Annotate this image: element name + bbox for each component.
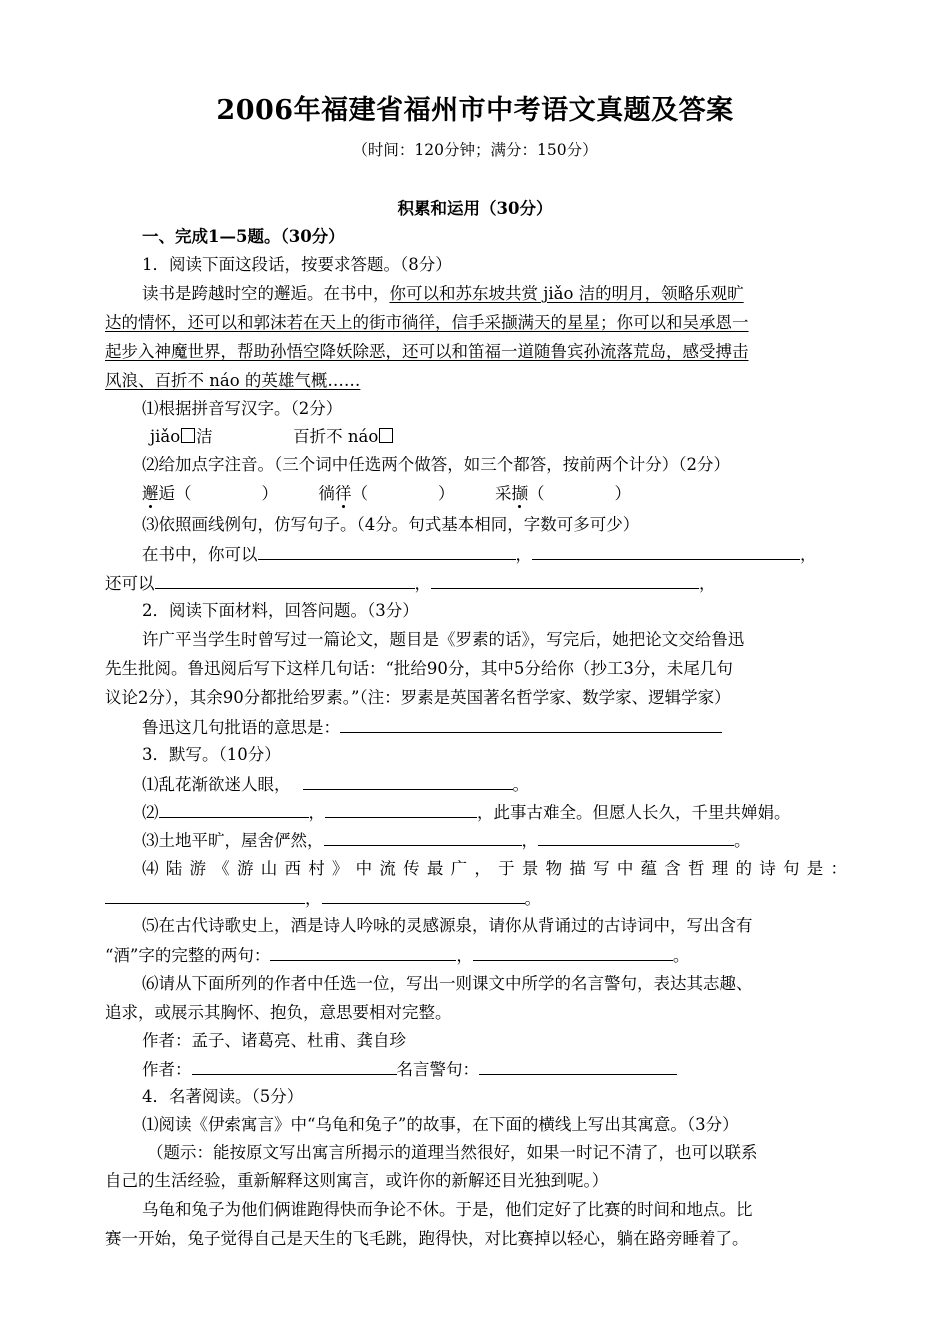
imitate-prefix: 在书中，你可以 bbox=[142, 545, 258, 564]
q1-imitate-row-1 bbox=[142, 543, 847, 566]
paren-close: ） bbox=[438, 484, 455, 503]
q2-heading: 2．阅读下面材料，回答问题。（3分） bbox=[142, 601, 419, 620]
paren-open: （ bbox=[175, 484, 192, 503]
q3-item-4-answer bbox=[105, 887, 847, 910]
q3-item-5-line-2 bbox=[105, 944, 847, 967]
q1-passage-line-1 bbox=[142, 283, 847, 305]
author-label: 作者： bbox=[142, 1060, 192, 1079]
answer-line[interactable] bbox=[155, 572, 415, 589]
q1-sub3: ⑶依照画线例句，仿写句子。（4分。句式基本相同，字数可多可少） bbox=[142, 515, 640, 534]
exam-title: 2006年福建省福州市中考语文真题及答案 bbox=[216, 95, 734, 126]
period: 。 bbox=[512, 775, 529, 794]
answer-line[interactable] bbox=[322, 887, 525, 904]
q4-sub1: ⑴阅读《伊索寓言》中“乌龟和兔子”的故事，在下面的横线上写出其寓意。（3分） bbox=[142, 1115, 739, 1134]
q3-item-5-line-1: ⑸在古代诗歌史上，酒是诗人吟咏的灵感源泉，请你从背诵过的古诗词中，写出含有 bbox=[142, 916, 753, 935]
answer-line[interactable] bbox=[431, 572, 699, 589]
paren-close: ） bbox=[261, 484, 278, 503]
quote-answer-line[interactable] bbox=[479, 1058, 677, 1075]
q4-heading: 4．名著阅读。（5分） bbox=[142, 1087, 304, 1106]
answer-line[interactable] bbox=[105, 887, 305, 904]
period: 。 bbox=[524, 889, 541, 908]
answer-line[interactable] bbox=[325, 801, 477, 818]
q3-item-4: ⑷陆游《游山西村》中流传最广，于景物描写中蕴含哲理的诗句是： bbox=[142, 859, 847, 878]
q1-underlined-text: 你可以和苏东坡共赏 jiǎo 洁的明月，领略乐观旷 bbox=[389, 284, 744, 303]
q1-underlined-tail: 风浪、百折不 náo 的英雄气概…… bbox=[105, 371, 361, 390]
comma: ， bbox=[414, 574, 431, 593]
comma: ， bbox=[521, 831, 538, 850]
q3-author-quote-row bbox=[142, 1058, 847, 1081]
comma: ， bbox=[305, 889, 322, 908]
period: 。 bbox=[734, 831, 751, 850]
paren-open: （ bbox=[351, 484, 368, 503]
pinyin-jiao-tail: 洁 bbox=[196, 427, 213, 446]
word-char: 徜 bbox=[318, 484, 335, 503]
q1-sub2: ⑵给加点字注音。（三个词中任选两个做答，如三个都答，按前两个计分）（2分） bbox=[142, 455, 730, 474]
q1-imitate-row-2 bbox=[105, 572, 847, 595]
q3-item-1-text: ⑴乱花渐欲迷人眼， bbox=[142, 775, 291, 794]
q3-item-6-line-2: 追求，或展示其胸怀、抱负，意思要相对完整。 bbox=[105, 1003, 452, 1022]
answer-line[interactable] bbox=[270, 944, 456, 961]
q3-item-6-line-1: ⑹请从下面所列的作者中任选一位，写出一则课文中所学的名言警句，表达其志趣、 bbox=[142, 974, 753, 993]
q3-item-3 bbox=[142, 829, 847, 852]
q3-heading: 3．默写。（10分） bbox=[142, 745, 281, 764]
q2-passage-line-3: 议论2分），其余90分都批给罗素。”（注：罗素是英国著名哲学家、数学家、逻辑学家） bbox=[105, 688, 731, 707]
paren-open: （ bbox=[528, 484, 545, 503]
answer-box-1[interactable] bbox=[181, 428, 195, 443]
dotted-char: 徉 bbox=[335, 484, 352, 503]
q3-item-5-prompt: “酒”字的完整的两句： bbox=[105, 946, 271, 965]
period: 。 bbox=[672, 946, 690, 965]
answer-line[interactable] bbox=[538, 829, 734, 846]
q1-passage-intro: 读书是跨越时空的邂逅。在书中， bbox=[142, 284, 390, 303]
q3-item-2-text: ，此事古难全。但愿人长久，千里共婵娟。 bbox=[477, 803, 791, 822]
q1-pinyin-row bbox=[150, 426, 847, 448]
comma: ， bbox=[699, 574, 716, 593]
answer-line[interactable] bbox=[340, 716, 722, 733]
comma: ， bbox=[800, 545, 817, 564]
part-one-heading: 一、完成1—5题。（30分） bbox=[142, 227, 345, 246]
q1-passage-line-2: 达的情怀，还可以和郭沫若在天上的街市徜徉，信手采撷满天的星星；你可以和吴承恩一 bbox=[105, 313, 749, 332]
answer-line[interactable] bbox=[532, 543, 800, 560]
q4-story-line-2: 赛一开始，兔子觉得自己是天生的飞毛跳，跑得快，对比赛掉以轻心，躺在路旁睡着了。 bbox=[105, 1229, 749, 1248]
answer-line[interactable] bbox=[258, 543, 516, 560]
q2-passage-line-1: 许广平当学生时曾写过一篇论文，题目是《罗素的话》，写完后，她把论文交给鲁迅 bbox=[142, 630, 745, 649]
dotted-char: 邂 bbox=[142, 484, 159, 503]
q3-item-2-num: ⑵ bbox=[142, 803, 159, 822]
comma: ， bbox=[456, 946, 473, 965]
answer-line[interactable] bbox=[324, 829, 522, 846]
q3-item-2 bbox=[142, 801, 847, 824]
q4-hint-line-1: （题示：能按原文写出寓言所揭示的道理当然很好，如果一时记不清了，也可以联系 bbox=[147, 1143, 758, 1162]
q1-passage-line-3: 起步入神魔世界，帮助孙悟空降妖除恶，还可以和笛福一道随鲁宾孙流落荒岛，感受搏击 bbox=[105, 342, 749, 361]
dotted-char: 撷 bbox=[511, 484, 528, 503]
section-heading: 积累和运用（30分） bbox=[397, 199, 553, 218]
imitate-prefix-2: 还可以 bbox=[105, 574, 155, 593]
pinyin-nao: 百折不 náo bbox=[293, 427, 379, 446]
comma: ， bbox=[515, 545, 532, 564]
author-answer-line[interactable] bbox=[192, 1058, 397, 1075]
q4-story-line-1: 乌龟和兔子为他们俩谁跑得快而争论不休。于是，他们定好了比赛的时间和地点。比 bbox=[142, 1200, 753, 1219]
pinyin-jiao: jiǎo bbox=[150, 427, 181, 446]
q2-passage-line-2: 先生批阅。鲁迅阅后写下这样几句话：“批给90分，其中5分给你（抄工3分，未尾几句 bbox=[105, 659, 733, 678]
q3-item-3-text: ⑶土地平旷，屋舍俨然， bbox=[142, 831, 324, 850]
comma: ， bbox=[308, 803, 325, 822]
answer-line[interactable] bbox=[303, 773, 513, 790]
answer-box-2[interactable] bbox=[379, 428, 393, 443]
q3-item-1 bbox=[142, 773, 847, 796]
answer-line[interactable] bbox=[159, 801, 309, 818]
q1-passage-line-4 bbox=[105, 370, 847, 392]
q1-phonetic-row bbox=[142, 483, 847, 505]
q3-authors: 作者：孟子、诸葛亮、杜甫、龚自珍 bbox=[142, 1031, 406, 1050]
q2-prompt: 鲁迅这几句批语的意思是： bbox=[142, 718, 340, 737]
q2-question bbox=[142, 716, 847, 739]
q1-heading: 1．阅读下面这段话，按要求答题。（8分） bbox=[142, 255, 452, 274]
word-char: 逅 bbox=[158, 484, 175, 503]
q4-hint-line-2: 自己的生活经验，重新解释这则寓言，或许你的新解还目光独到呢。） bbox=[105, 1171, 609, 1190]
q1-sub1: ⑴根据拼音写汉字。（2分） bbox=[142, 399, 343, 418]
exam-time-score: （时间：120分钟；满分：150分） bbox=[352, 141, 598, 159]
answer-line[interactable] bbox=[473, 944, 673, 961]
quote-label: 名言警句： bbox=[396, 1060, 479, 1079]
word-char: 采 bbox=[495, 484, 512, 503]
paren-close: ） bbox=[614, 484, 631, 503]
